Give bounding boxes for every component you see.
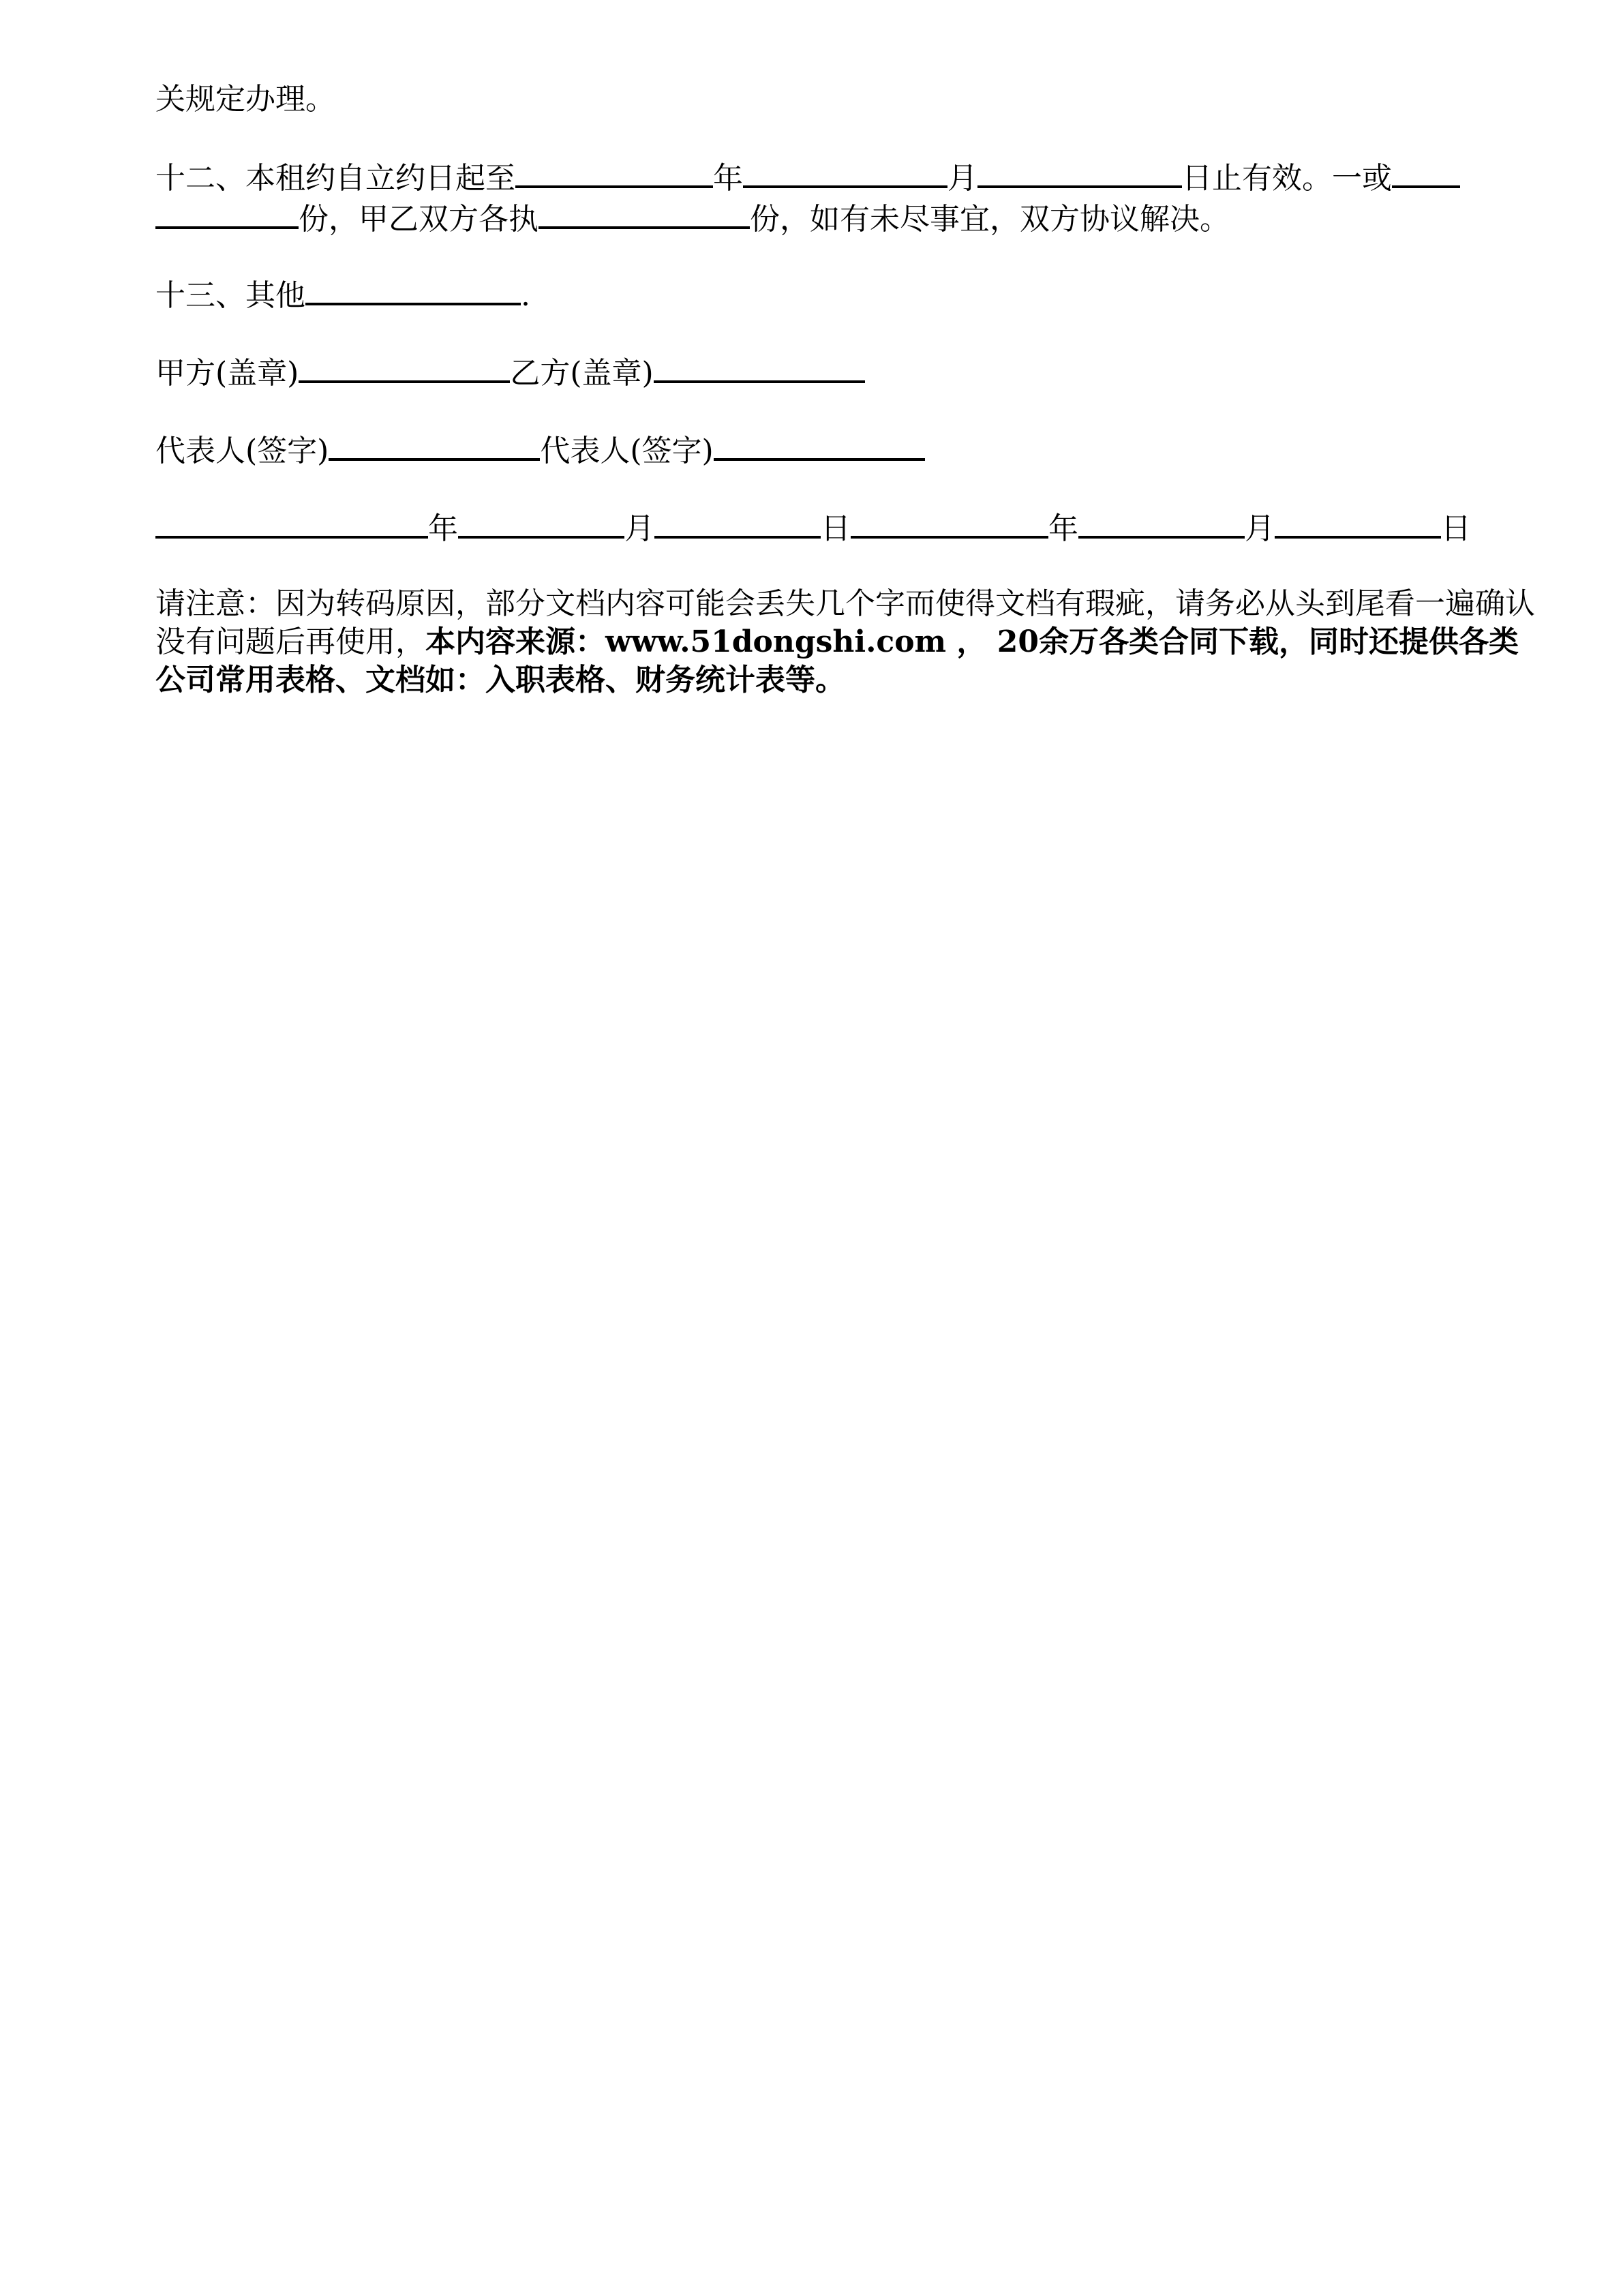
blank-end-month[interactable]	[743, 154, 947, 188]
rep-b-sign-label: 代表人(签字)	[540, 434, 714, 468]
blank-copies-each[interactable]	[539, 195, 750, 229]
month-label: 月	[947, 161, 977, 196]
blank-rep-a-sign[interactable]	[329, 427, 540, 461]
copies-label-1: 份，甲乙双方各执	[299, 202, 539, 237]
blank-date-b-day[interactable]	[1275, 504, 1441, 539]
blank-other[interactable]	[305, 271, 521, 305]
clause-13-prefix: 十三、其他	[155, 278, 305, 313]
clause-12-line-1	[155, 154, 1460, 199]
date-line	[155, 504, 1471, 549]
seal-line	[155, 349, 865, 394]
notice-paragraph	[155, 585, 1546, 699]
blank-party-b-seal[interactable]	[654, 349, 865, 383]
party-b-seal-label: 乙方(盖章)	[510, 356, 654, 391]
date-b-day-label: 日	[1441, 511, 1471, 546]
blank-end-year[interactable]	[515, 154, 713, 188]
date-a-day-label: 日	[821, 511, 851, 546]
clause-13-suffix: .	[521, 278, 530, 313]
blank-party-a-seal[interactable]	[299, 349, 510, 383]
signature-line	[155, 427, 925, 472]
date-a-month-label: 月	[624, 511, 654, 546]
blank-date-a-day[interactable]	[654, 504, 821, 539]
rep-a-sign-label: 代表人(签字)	[155, 434, 329, 468]
year-label: 年	[713, 161, 743, 196]
text-line-continuation: 关规定办理。	[155, 82, 335, 117]
clause-12-line-2	[155, 195, 1230, 240]
clause-12-prefix: 十二、本租约自立约日起至	[155, 161, 515, 196]
blank-rep-b-sign[interactable]	[714, 427, 925, 461]
blank-end-day[interactable]	[977, 154, 1182, 188]
blank-date-a-year[interactable]	[155, 504, 428, 539]
notice-bold-text: 本内容来源：www.51dongshi.com ， 20余万各类合同下载，同时还提供各类公司常用表格、文档如：入职表格、财务统计表等。	[155, 624, 1519, 697]
blank-date-b-year[interactable]	[851, 504, 1048, 539]
clause-13-line	[155, 271, 530, 316]
copies-label-2: 份，如有未尽事宜，双方协议解决。	[750, 202, 1230, 237]
clause-12-suffix: 日止有效。一或	[1182, 161, 1392, 196]
date-a-year-label: 年	[428, 511, 458, 546]
party-a-seal-label: 甲方(盖章)	[155, 356, 299, 391]
date-b-year-label: 年	[1048, 511, 1078, 546]
blank-copies-part1[interactable]	[1392, 154, 1460, 188]
blank-date-a-month[interactable]	[458, 504, 624, 539]
notice-normal-text: 请注意：因为转码原因，部分文档内容可能会丢失几个字而使得文档有瑕疵，请务必从头到尾看一遍确认没有问题后再使用，	[155, 586, 1535, 659]
blank-copies-part2[interactable]	[155, 195, 299, 229]
blank-date-b-month[interactable]	[1078, 504, 1245, 539]
date-b-month-label: 月	[1245, 511, 1275, 546]
